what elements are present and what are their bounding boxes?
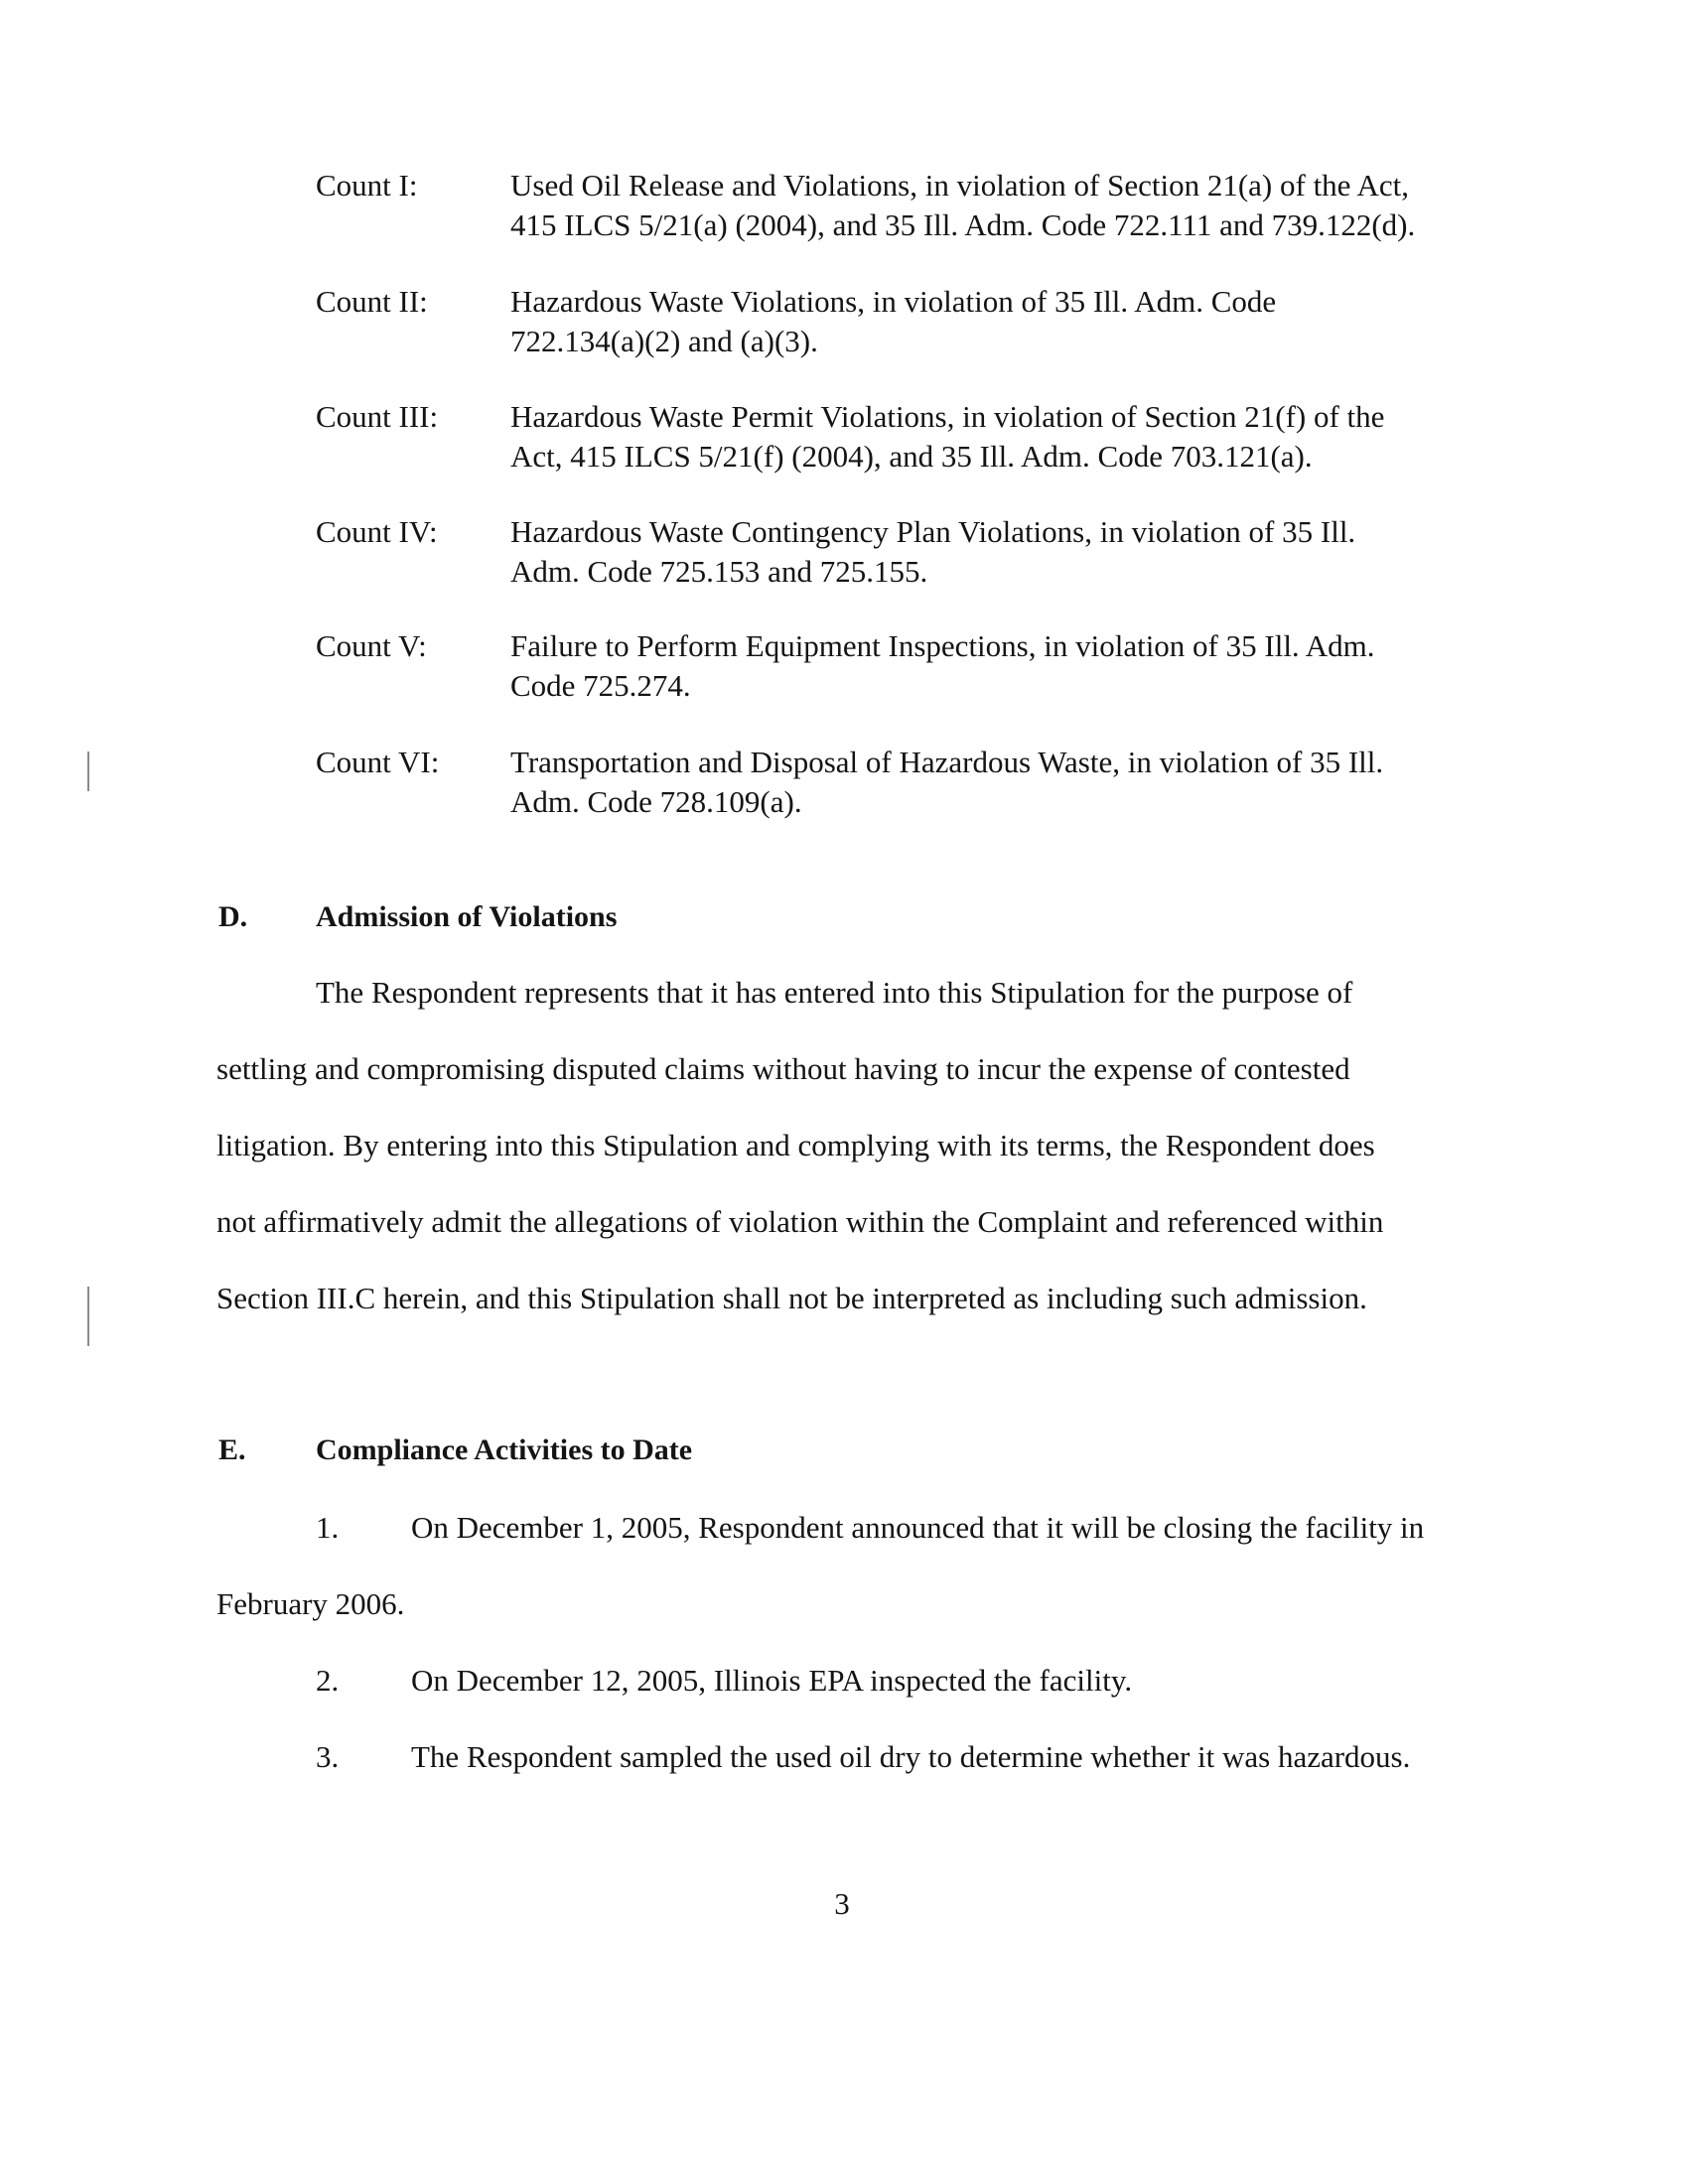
paragraph-line: The Respondent represents that it has entered into this Stipulation for the purpose of bbox=[316, 975, 1353, 1010]
count-description: Transportation and Disposal of Hazardous Waste, in violation of 35 Ill. Adm. Code 728.109(a). bbox=[510, 745, 1384, 819]
scan-artifact bbox=[87, 751, 89, 791]
paragraph-line: not affirmatively admit the allegations of violation within the Complaint and referenced within bbox=[216, 1204, 1384, 1239]
count-label: Count VI: bbox=[316, 745, 440, 779]
count-label: Count IV: bbox=[316, 514, 438, 549]
list-item-number: 2. bbox=[316, 1663, 340, 1698]
section-e-title: Compliance Activities to Date bbox=[316, 1433, 693, 1466]
section-d-letter: D. bbox=[218, 900, 248, 933]
paragraph-line: Section III.C herein, and this Stipulation shall not be interpreted as including such admission. bbox=[216, 1281, 1367, 1315]
count-label: Count III: bbox=[316, 399, 439, 434]
paragraph-line: litigation. By entering into this Stipulation and complying with its terms, the Respondent does bbox=[216, 1128, 1375, 1162]
list-item-continuation: February 2006. bbox=[216, 1586, 405, 1621]
page-number: 3 bbox=[834, 1886, 850, 1921]
count-description: Failure to Perform Equipment Inspections, in violation of 35 Ill. Adm. Code 725.274. bbox=[510, 628, 1375, 703]
list-item-number: 1. bbox=[316, 1510, 340, 1545]
section-d-title: Admission of Violations bbox=[316, 900, 618, 933]
scan-artifact bbox=[87, 1287, 89, 1346]
count-description: Hazardous Waste Violations, in violation of 35 Ill. Adm. Code 722.134(a)(2) and (a)(3). bbox=[510, 284, 1277, 358]
count-description: Used Oil Release and Violations, in violation of Section 21(a) of the Act, 415 ILCS 5/21(a) (2004), and 35 Ill. Adm. Code 722.111 and 739.122(d). bbox=[510, 168, 1416, 242]
list-item-number: 3. bbox=[316, 1739, 340, 1774]
section-e-letter: E. bbox=[218, 1433, 246, 1466]
count-description: Hazardous Waste Contingency Plan Violations, in violation of 35 Ill. Adm. Code 725.153 and 725.155. bbox=[510, 514, 1356, 589]
list-item-text: On December 1, 2005, Respondent announced that it will be closing the facility in bbox=[411, 1510, 1425, 1545]
list-item-text: On December 12, 2005, Illinois EPA inspected the facility. bbox=[411, 1663, 1133, 1698]
count-label: Count II: bbox=[316, 284, 428, 319]
list-item-text: The Respondent sampled the used oil dry to determine whether it was hazardous. bbox=[411, 1739, 1411, 1774]
count-description: Hazardous Waste Permit Violations, in violation of Section 21(f) of the Act, 415 ILCS 5/21(f) (2004), and 35 Ill. Adm. Code 703.121(a). bbox=[510, 399, 1385, 474]
count-label: Count I: bbox=[316, 168, 418, 203]
count-label: Count V: bbox=[316, 628, 427, 663]
paragraph-line: settling and compromising disputed claims without having to incur the expense of contested bbox=[216, 1051, 1350, 1086]
